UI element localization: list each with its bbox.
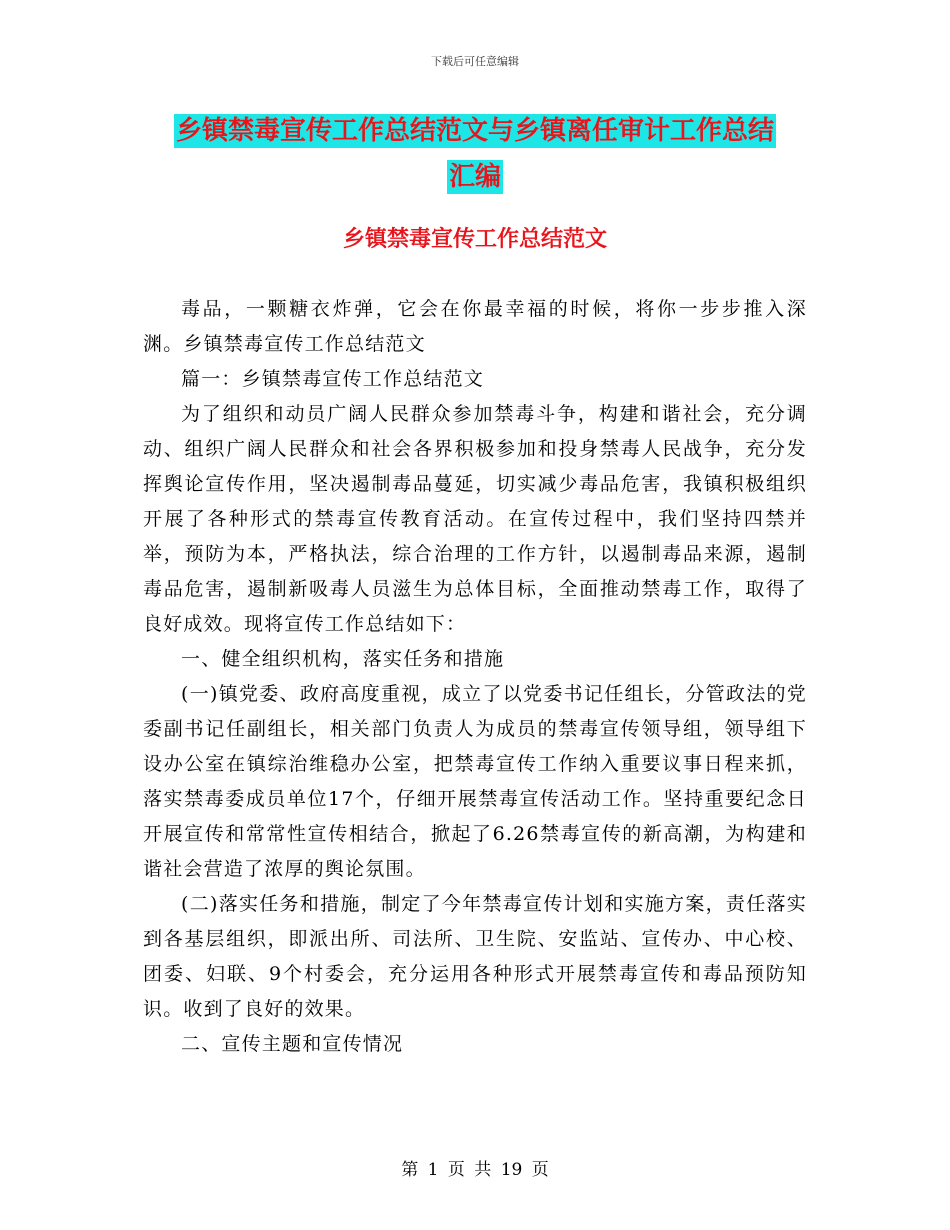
- page-footer: 第 1 页 共 19 页: [401, 1160, 549, 1180]
- section-title: 乡镇禁毒宣传工作总结范文: [342, 227, 607, 252]
- paragraph: 二、宣传主题和宣传情况: [181, 1033, 404, 1055]
- paragraph: 为了组织和动员广阔人民群众参加禁毒斗争，构建和谐社会，充分调动、组织广阔人民群众和社会各界积极参加和投身禁毒人民战争，充分发挥舆论宣传作用，坚决遏制毒品蔓延，切实减少毒品危害，我镇积极组织开展了各种形式的禁毒宣传教育活动。在宣传过程中，我们坚持四禁并举，预防为本，严格执法，综合治理的工作方针，以遏制毒品来源，遏制毒品危害，遏制新吸毒人员滋生为总体目标，全面推动禁毒工作，取得了良好成效。现将宣传工作总结如下：: [143, 403, 807, 635]
- body-text: [143, 292, 807, 1062]
- paragraph: 毒品，一颗糖衣炸弹，它会在你最幸福的时候，将你一步步推入深渊。乡镇禁毒宣传工作总结范文: [143, 298, 807, 355]
- paragraph: (二)落实任务和措施，制定了今年禁毒宣传计划和实施方案，责任落实到各基层组织，即派出所、司法所、卫生院、安监站、宣传办、中心校、团委、妇联、9个村委会，充分运用各种形式开展禁毒宣传和毒品预防知识。收到了良好的效果。: [143, 893, 807, 1020]
- document-title: [140, 108, 810, 200]
- document-title-line-2: 汇编: [448, 162, 501, 192]
- paragraph: (一)镇党委、政府高度重视，成立了以党委书记任组长，分管政法的党委副书记任副组长，相关部门负责人为成员的禁毒宣传领导组，领导组下设办公室在镇综治维稳办公室，把禁毒宣传工作纳入重要议事日程来抓，落实禁毒委成员单位17个，仔细开展禁毒宣传活动工作。坚持重要纪念日开展宣传和常常性宣传相结合，掀起了6.26禁毒宣传的新高潮，为构建和谐社会营造了浓厚的舆论氛围。: [143, 683, 807, 880]
- paragraph: 一、健全组织机构，落实任务和措施: [181, 648, 505, 670]
- paragraph: 篇一：乡镇禁毒宣传工作总结范文: [181, 368, 485, 390]
- header-note: 下载后可任意编辑: [431, 55, 519, 68]
- document-title-line-1: 乡镇禁毒宣传工作总结范文与乡镇离任审计工作总结: [175, 116, 774, 146]
